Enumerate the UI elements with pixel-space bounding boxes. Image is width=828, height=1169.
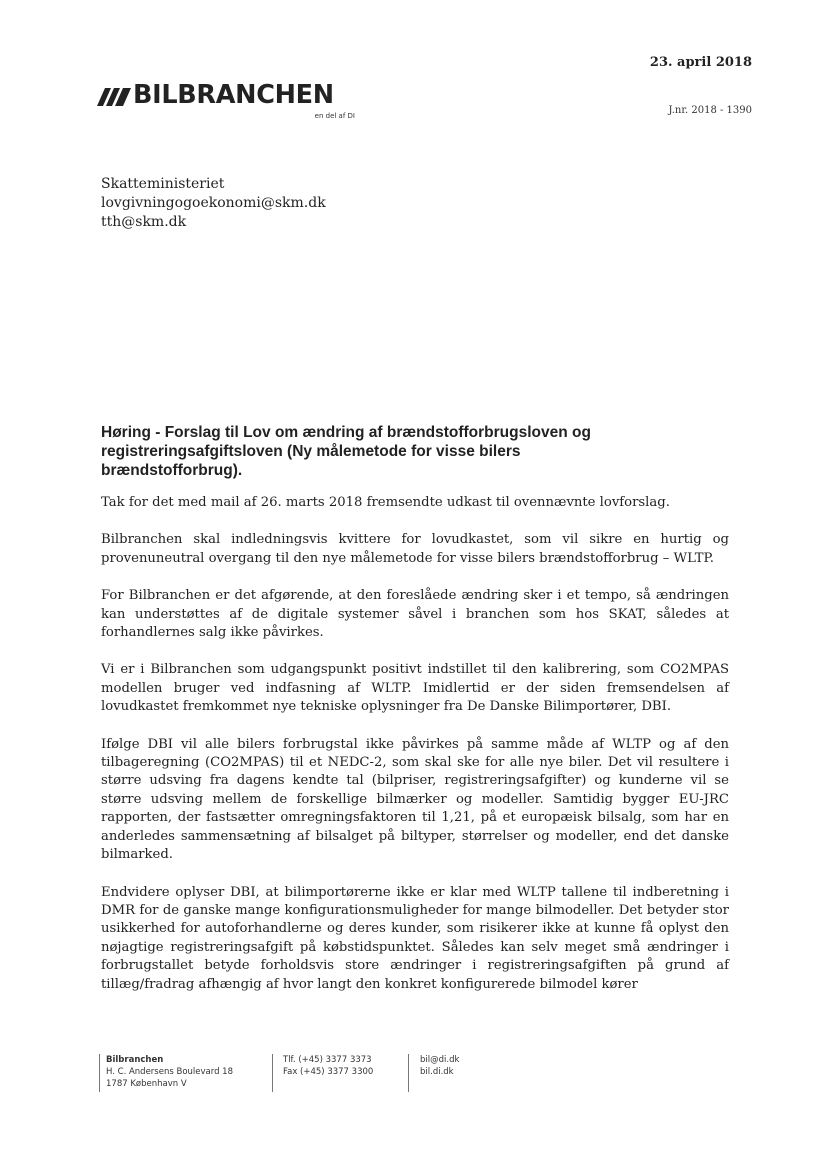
paragraph: Ifølge DBI vil alle bilers forbrugstal ikke påvirkes på samme måde af WLTP og af den tilbageregning (CO2MPAS) til et NEDC-2, som skal ske for alle nye biler. Det vil resultere i større udsving fra dagens kendte tal (bilpriser, registreringsafgifter) og kunderne vil se større udsving mellem de forskellige bilmærker og modeller. Samtidig bygger EU-JRC rapporten, der fastsætter omregningsfaktoren til 1,21, på et europæisk bilsalg, som har en anderledes sammensætning af bilsalget på biltyper, størrelser og modeller, end det danske bilmarked. <box>101 736 729 863</box>
footer-divider <box>408 1054 409 1092</box>
journal-number: J.nr. 2018 - 1390 <box>668 105 752 116</box>
footer-phone <box>283 1054 373 1078</box>
logo-stripes-icon <box>97 88 131 106</box>
recipient-name: Skatteministeriet <box>101 176 225 192</box>
letter-date: 23. april 2018 <box>649 55 752 70</box>
footer-fax: Fax (+45) 3377 3300 <box>283 1067 374 1077</box>
logo-wordmark: BILBRANCHEN <box>133 80 334 110</box>
footer-web <box>420 1054 459 1078</box>
letter-body <box>101 494 729 1013</box>
footer-city: 1787 København V <box>106 1079 187 1089</box>
paragraph: Tak for det med mail af 26. marts 2018 fremsendte udkast til ovennævnte lovforslag. <box>101 495 670 510</box>
paragraph: Endvidere oplyser DBI, at bilimportørerne ikke er klar med WLTP tallene til indberetning i DMR for de ganske mange konfigurationsmuligheder for mange bilmodeller. Det betyder stor usikkerhed for autoforhandlerne og deres kunder, som risikerer ikke at kunne få oplyst den nøjagtige registreringsafgift på købstidspunktet. Således kan selv meget små ændringer i forbrugstallet betyde forholdsvis store ændringer i registreringsafgiften på grund af tillæg/fradrag afhængig af hvor langt den konkret konfigurerede bilmodel kører <box>101 884 729 992</box>
recipient-email-1[interactable]: lovgivningogoekonomi@skm.dk <box>101 195 326 211</box>
recipient-email-2[interactable]: tth@skm.dk <box>101 214 187 230</box>
footer-website[interactable]: bil.di.dk <box>420 1067 454 1077</box>
bilbranchen-logo <box>97 80 357 124</box>
letter-title: Høring - Forslag til Lov om ændring af brændstofforbrugsloven og registreringsafgiftsloven (Ny målemetode for visse bilers brændstofforbrug). <box>101 424 591 479</box>
paragraph: For Bilbranchen er det afgørende, at den foreslåede ændring sker i et tempo, så ændringen kan understøttes af de digitale systemer såvel i branchen som hos SKAT, således at forhandlernes salg ikke påvirkes. <box>101 588 729 641</box>
footer-tel: Tlf. (+45) 3377 3373 <box>283 1055 372 1065</box>
paragraph: Vi er i Bilbranchen som udgangspunkt positivt indstillet til den kalibrering, som CO2MPAS modellen bruger ved indfasning af WLTP. Imidlertid er der siden fremsendelsen af lovudkastet fremkommet nye tekniske oplysninger fra De Danske Bilimportører, DBI. <box>101 662 729 715</box>
recipient-block <box>101 175 326 232</box>
footer-street: H. C. Andersens Boulevard 18 <box>106 1067 233 1077</box>
logo-subtitle: en del af DI <box>314 112 355 120</box>
footer-email[interactable]: bil@di.dk <box>420 1055 460 1065</box>
footer-address <box>106 1054 233 1090</box>
paragraph: Bilbranchen skal indledningsvis kvittere for lovudkastet, som vil sikre en hurtig og provenuneutral overgang til den nye målemetode for visse bilers brændstofforbrug – WLTP. <box>101 532 729 566</box>
footer-divider <box>272 1054 273 1092</box>
footer-org-name: Bilbranchen <box>106 1055 164 1065</box>
footer-divider <box>99 1054 100 1092</box>
